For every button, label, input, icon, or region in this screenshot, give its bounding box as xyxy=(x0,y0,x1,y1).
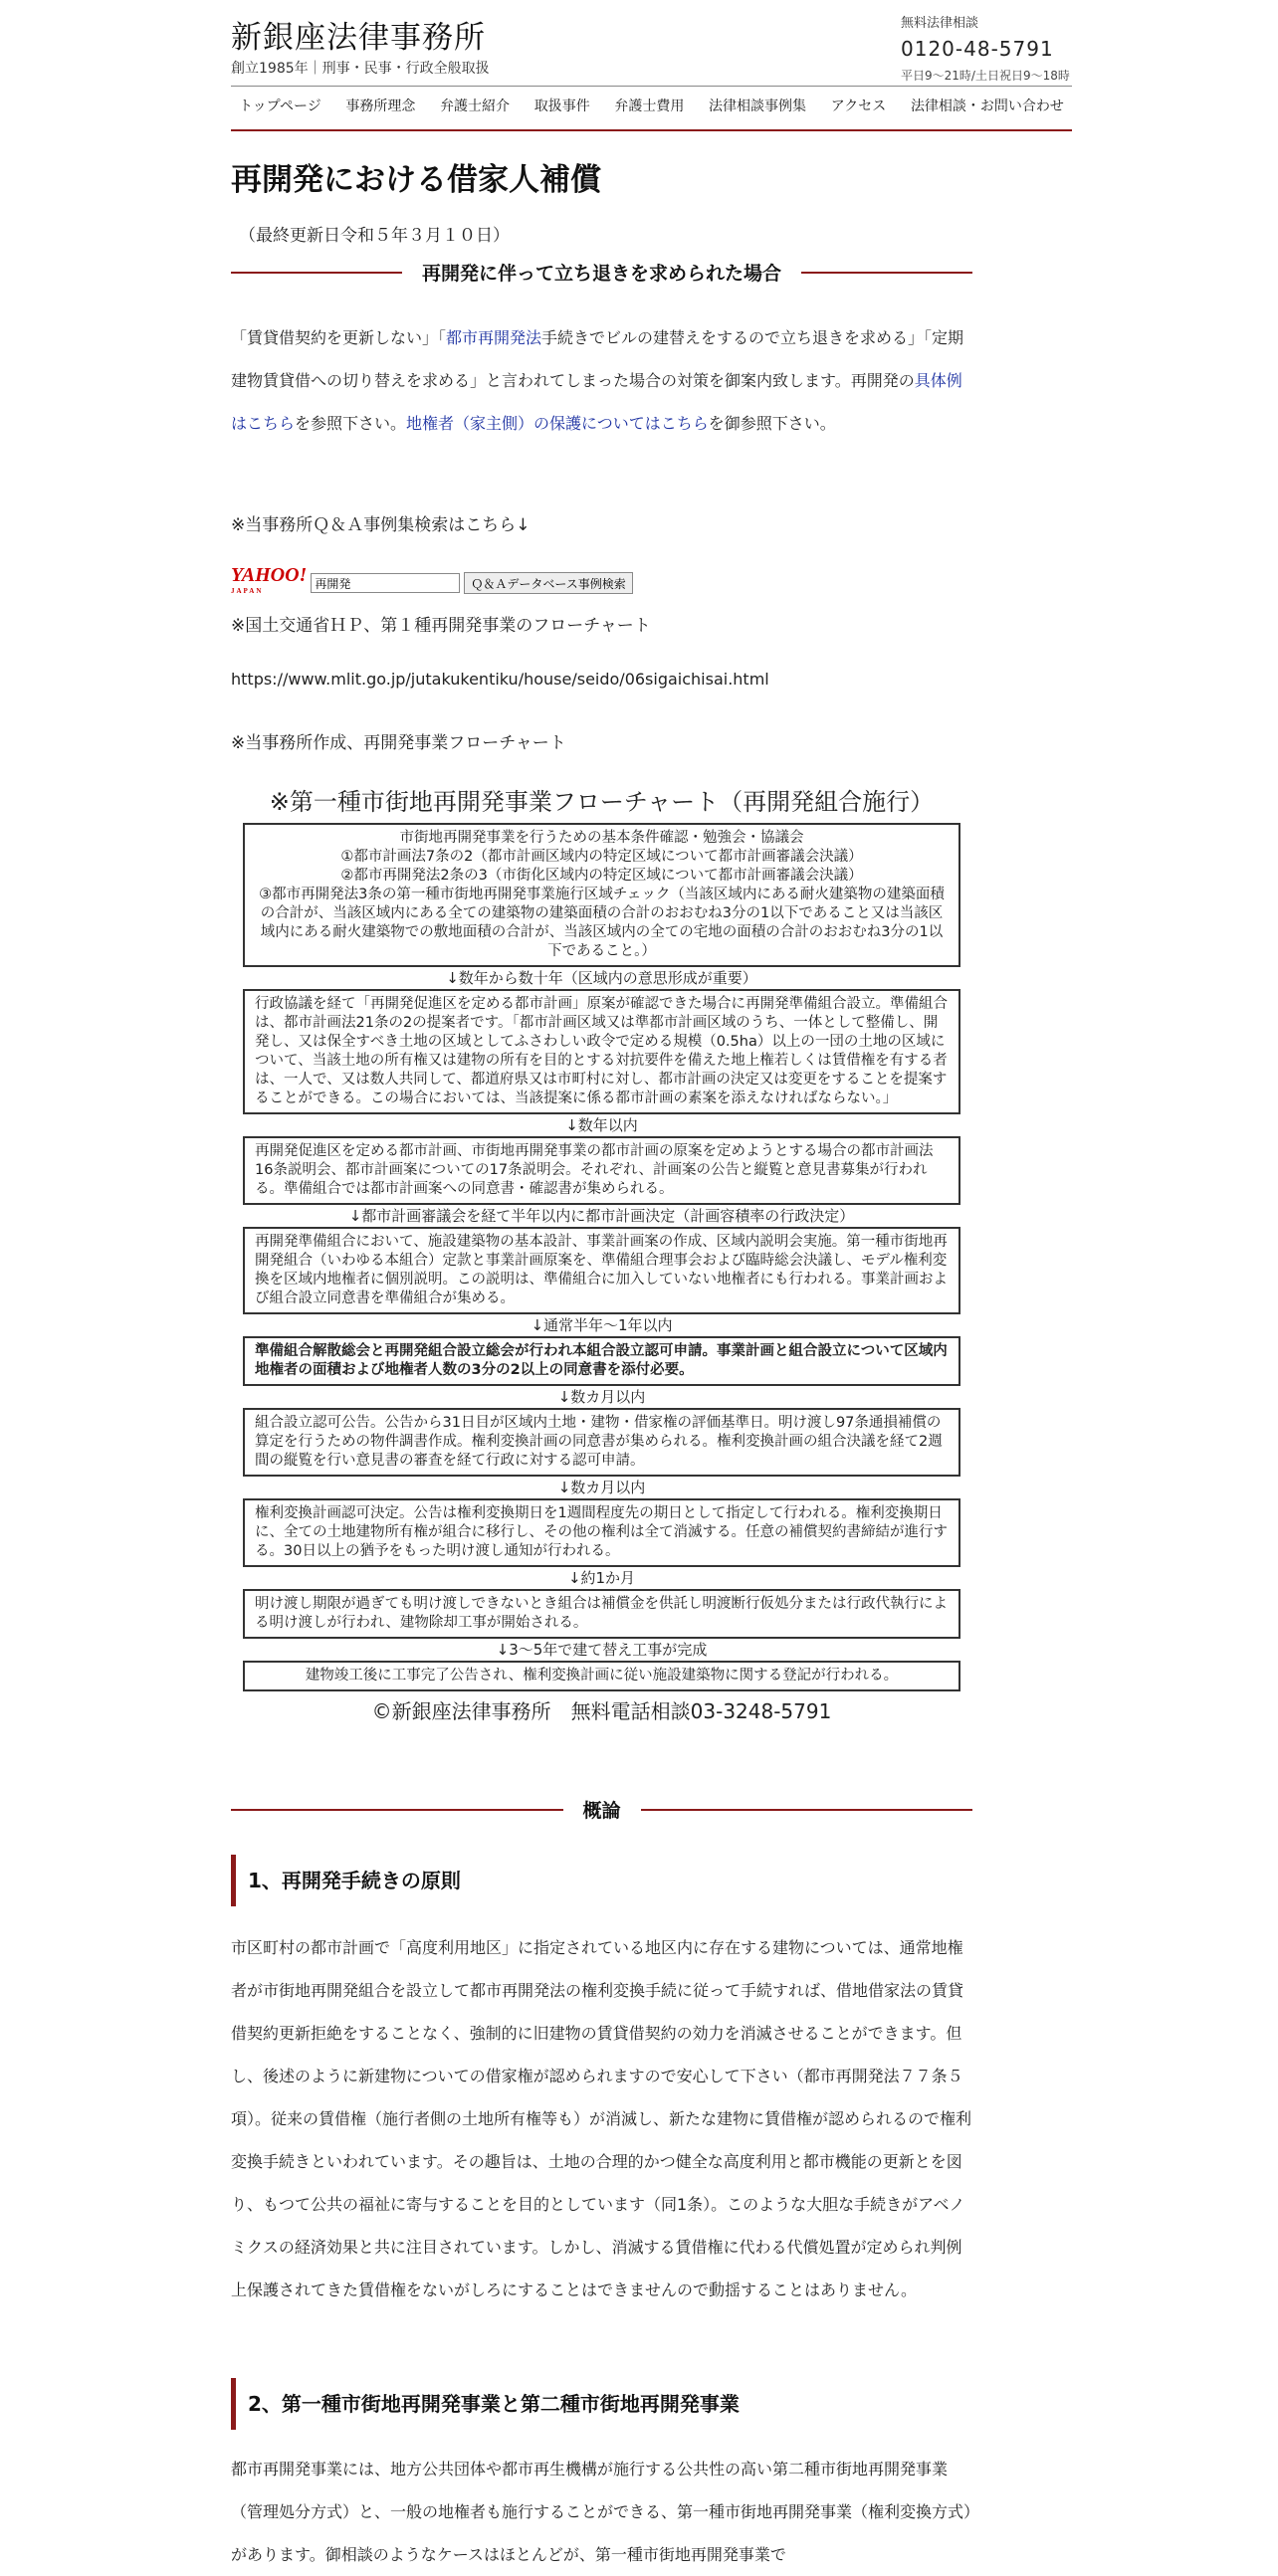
own-flowchart-link[interactable]: ※当事務所作成、再開発事業フローチャート xyxy=(231,733,566,753)
flow-step-4: 再開発準備組合において、施設建築物の基本設計、事業計画案の作成、区域内説明会実施。第一種市街地再開発組合（いわゆる本組合）定款と事業計画原案を、準備組合理事会および臨時総会決議し、モデル権利変換を区域内地権者に個別説明。この説明は、準備組合に加入していない地権者にも行われる。事業計画および組合設立同意書を準備組合が集める。 xyxy=(243,1227,960,1314)
site-title[interactable]: 新銀座法律事務所 xyxy=(231,20,486,56)
flow-step-8: 明け渡し期限が過ぎても明け渡しできないとき組合は補償金を供託し明渡断行仮処分または行政代執行による明け渡しが行われ、建物除却工事が開始される。 xyxy=(243,1589,960,1639)
page-title: 再開発における借家人補償 xyxy=(231,162,601,198)
main-nav xyxy=(231,96,1072,115)
flow-step-1: 市街地再開発事業を行うための基本条件確認・勉強会・協議会 ①都市計画法7条の2（都市計画区域内の特定区域について都市計画審議会決議） ②都市再開発法2条の3（市街化区域内の特定区域について都市計画審議会決議） ③都市再開発法3条の第一種市街地再開発事業施行区域チェック（当該区域内にある耐火建築物の建築面積の合計が、当該区域内にある全ての建築物の建築面積の合計のおおむね3分の1以下であること又は当該区域内にある耐火建築物での敷地面積の合計が、当該区域内の全ての宅地の面積の合計のおおむね3分の1以下であること。） xyxy=(243,823,960,967)
flow-arrow-8: ↓3～5年で建て替え工事が完成 xyxy=(496,1641,708,1659)
flow-step-7: 権利変換計画認可決定。公告は権利変換期日を1週間程度先の期日として指定して行われる。権利変換期日に、全ての土地建物所有権が組合に移行し、その他の権利は全て消滅する。任意の補償契約書締結が進行する。30日以上の猶予をもった明け渡し通知が行われる。 xyxy=(243,1498,960,1567)
intro-paragraph: 「賃貸借契約を更新しない」「都市再開発法手続きでビルの建替えをするので立ち退きを求める」「定期建物賃貸借への切り替えを求める」と言われてしまった場合の対策を御案内致します。再開発の具体例はこちらを参照下さい。地権者（家主側）の保護についてはこちらを御参照下さい。 xyxy=(231,328,964,433)
qa-search-button[interactable]: Ｑ＆Ａデータベース事例検索 xyxy=(464,572,632,594)
project-types-paragraph: 都市再開発事業には、地方公共団体や都市再生機構が施行する公共性の高い第二種市街地再開発事業（管理処分方式）と、一般の地権者も施行することができる、第一種市街地再開発事業（権利変換方式）があります。御相談のようなケースはほとんどが、第一種市街地再開発事業で xyxy=(231,2460,972,2564)
flow-step-6: 組合設立認可公告。公告から31日目が区域内土地・建物・借家権の評価基準日。明け渡し97条通損補償の算定を行うための物件調書作成。権利変換計画の同意書が集められる。権利変換計画の組合決議を経て2週間の縦覧を行い意見書の審査を経て行政に対する認可申請。 xyxy=(243,1408,960,1477)
last-updated: （最終更新日令和５年３月１０日） xyxy=(239,226,510,246)
principle-paragraph: 市区町村の都市計画で「高度利用地区」に指定されている地区内に存在する建物については、通常地権者が市街地再開発組合を設立して都市再開発法の権利変換手続に従って手続すれば、借地借家法の賃貸借契約更新拒絶をすることなく、強制的に旧建物の賃貸借契約の効力を消滅させることができます。但し、後述のように新建物についての借家権が認められますので安心して下さい（都市再開発法７７条５項）。従来の賃借権（施行者側の土地所有権等も）が消滅し、新たな建物に賃借権が認められるので権利変換手続きといわれています。その趣旨は、土地の合理的かつ健全な高度利用と都市機能の更新とを図り、もつて公共の福祉に寄与することを目的としています（同1条）。このような大胆な手続きがアベノミクスの経済効果と共に注目されています。しかし、消滅する賃借権に代わる代償処置が定められ判例上保護されてきた賃借権をないがしろにすることはできませんので動揺することはありません。 xyxy=(231,1938,972,2299)
section-heading-overview: 概論 xyxy=(231,1796,972,1823)
nav-divider xyxy=(231,129,1072,131)
flowchart-title: ※第一種市街地再開発事業フローチャート（再開発組合施行） xyxy=(269,788,935,816)
link-landowner-protection[interactable]: 地権者（家主側）の保護についてはこちら xyxy=(406,414,709,433)
nav-item-access[interactable]: アクセス xyxy=(830,99,887,114)
subheading-principle: 1、再開発手続きの原則 xyxy=(231,1855,461,1906)
redevelopment-flowchart xyxy=(243,782,960,1724)
nav-item-cases[interactable]: 取扱事件 xyxy=(533,99,590,114)
flow-arrow-1: ↓数年から数十年（区域内の意思形成が重要） xyxy=(446,969,757,987)
contact-block xyxy=(901,12,1070,84)
qa-search-input[interactable] xyxy=(311,573,460,593)
site-subtitle: 創立1985年｜刑事・民事・行政全般取扱 xyxy=(231,61,490,77)
section-heading-eviction: 再開発に伴って立ち退きを求められた場合 xyxy=(231,259,972,286)
flow-step-9: 建物竣工後に工事完了公告され、権利変換計画に従い施設建築物に関する登記が行われる。 xyxy=(243,1661,960,1691)
flow-step-2: 行政協議を経て「再開発促進区を定める都市計画」原案が確認できた場合に再開発準備組合設立。準備組合は、都市計画法21条の2の提案者です。「都市計画区域又は準都市計画区域のうち、一体として整備し、開発し、又は保全すべき土地の区域としてふさわしい政令で定める規模（0.5ha）以上の一団の土地の区域について、当該土地の所有権又は建物の所有を目的とする対抗要件を備えた地上権若しくは賃借権を有する者は、一人で、又は数人共同して、都道府県又は市町村に対し、都市計画の決定又は変更をすることを提案することができる。この場合においては、当該提案に係る都市計画の素案を添えなければならない。」 xyxy=(243,989,960,1114)
nav-item-examples[interactable]: 法律相談事例集 xyxy=(709,99,807,114)
nav-item-top[interactable]: トップページ xyxy=(239,99,321,114)
flow-arrow-3: ↓都市計画審議会を経て半年以内に都市計画決定（計画容積率の行政決定） xyxy=(348,1207,855,1225)
yahoo-logo: YAHOO! JAPAN xyxy=(231,564,308,595)
mlit-link[interactable]: https://www.mlit.go.jp/jutakukentiku/house/seido/06sigaichisai.html xyxy=(231,670,769,689)
qa-search-note: ※当事務所Ｑ＆Ａ事例集検索はこちら↓ xyxy=(231,515,531,535)
flow-step-3: 再開発促進区を定める都市計画、市街地再開発事業の都市計画の原案を定めようとする場合の都市計画法16条説明会、都市計画案についての17条説明会。それぞれ、計画案の公告と縦覧と意見書募集が行われる。準備組合では都市計画案への同意書・確認書が集められる。 xyxy=(243,1136,960,1205)
link-urban-renewal-act[interactable]: 都市再開発法 xyxy=(446,328,542,347)
link-examples[interactable]: 具体例はこちら xyxy=(231,371,962,433)
qa-search-form xyxy=(231,564,633,599)
nav-item-fees[interactable]: 弁護士費用 xyxy=(614,99,685,114)
contact-label: 無料法律相談 xyxy=(901,16,979,31)
mlit-note: ※国土交通省ＨＰ、第１種再開発事業のフローチャート xyxy=(231,616,651,636)
flow-arrow-4: ↓通常半年～1年以内 xyxy=(531,1316,673,1334)
nav-item-philosophy[interactable]: 事務所理念 xyxy=(345,99,416,114)
business-hours: 平日9～21時/土日祝日9～18時 xyxy=(901,69,1070,83)
nav-item-contact[interactable]: 法律相談・お問い合わせ xyxy=(910,99,1064,114)
flow-arrow-6: ↓数カ月以内 xyxy=(557,1479,646,1496)
flow-arrow-5: ↓数カ月以内 xyxy=(557,1388,646,1406)
flowchart-copyright: ©新銀座法律事務所 無料電話相談03-3248-5791 xyxy=(371,1699,832,1723)
flow-step-5: 準備組合解散総会と再開発組合設立総会が行われ本組合設立認可申請。事業計画と組合設立について区域内地権者の面積および地権者人数の3分の2以上の同意書を添付必要。 xyxy=(243,1336,960,1386)
flow-arrow-7: ↓約1か月 xyxy=(567,1569,636,1587)
header-divider xyxy=(231,86,1072,87)
phone-number[interactable]: 0120-48-5791 xyxy=(901,37,1054,61)
nav-item-lawyers[interactable]: 弁護士紹介 xyxy=(440,99,511,114)
subheading-project-types: 2、第一種市街地再開発事業と第二種市街地再開発事業 xyxy=(231,2378,740,2430)
flow-arrow-2: ↓数年以内 xyxy=(565,1116,638,1134)
